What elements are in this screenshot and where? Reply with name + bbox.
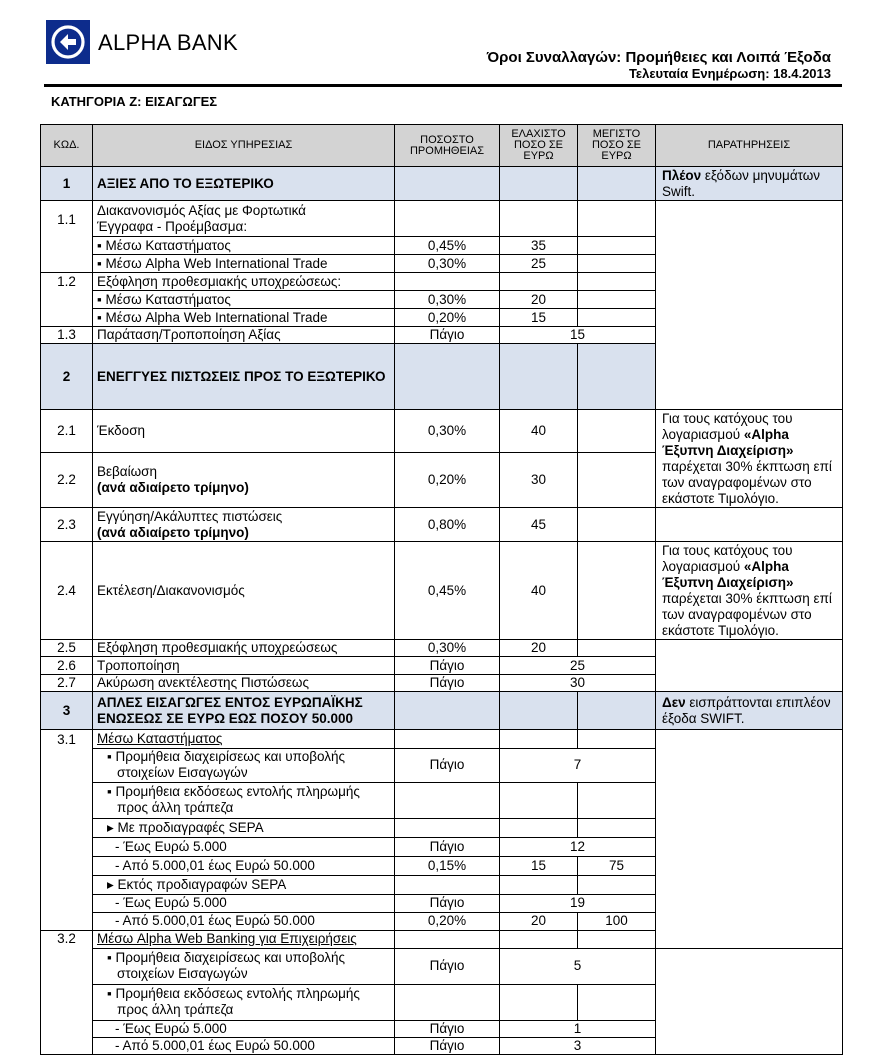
table-row: ▪ Μέσω Καταστήματος 0,45% 35 bbox=[41, 237, 843, 255]
table-row: ▪ Προμήθεια διαχειρίσεως και υποβολής στοιχείων Εισαγωγών Πάγιο 5 bbox=[41, 948, 843, 984]
table-row: - Από 5.000,01 έως Ευρώ 50.000 0,15% 15 75 bbox=[41, 856, 843, 875]
table-row: - Έως Ευρώ 5.000 Πάγιο 19 bbox=[41, 894, 843, 912]
service-label: Διακανονισμός Αξίας με Φορτωτικά Έγγραφα - Προέμβασμα: bbox=[93, 201, 395, 237]
table-row: ▪ Προμήθεια εκδόσεως εντολής πληρωμής προς άλλη τράπεζα bbox=[41, 782, 843, 818]
table-row: 2.1 Έκδοση 0,30% 40 Για τους κατόχους του λογαριασμού «Alpha Έξυπνη Διαχείριση» παρέχεται 30% έκπτωση επί των αναγραφομένων στο εκάστοτε Τιμολόγιο. bbox=[41, 410, 843, 453]
table-row: ▸ Εκτός προδιαγραφών SEPA bbox=[41, 875, 843, 894]
alpha-bank-logo bbox=[46, 20, 90, 64]
col-code: ΚΩΔ. bbox=[41, 125, 93, 167]
table-row: 1.1 Διακανονισμός Αξίας με Φορτωτικά Έγγραφα - Προέμβασμα: bbox=[41, 201, 843, 237]
table-row: 2.7 Ακύρωση ανεκτέλεστης Πιστώσεως Πάγιο 30 bbox=[41, 675, 843, 692]
notes-cell bbox=[656, 201, 843, 410]
notes-cell bbox=[656, 948, 843, 1054]
section-code: 1 bbox=[41, 167, 93, 201]
notes-cell bbox=[656, 730, 843, 949]
table-row: 2.3 Εγγύηση/Ακάλυπτες πιστώσεις (ανά αδιαίρετο τρίμηνο) 0,80% 45 bbox=[41, 508, 843, 542]
col-pct: ΠΟΣΟΣΤΟ ΠΡΟΜΗΘΕΙΑΣ bbox=[395, 125, 500, 167]
category-title: ΚΑΤΗΓΟΡΙΑ Ζ: ΕΙΣΑΓΩΓΕΣ bbox=[51, 94, 218, 109]
document-title: Όροι Συναλλαγών: Προμήθειες και Λοιπά Έξοδα bbox=[486, 49, 831, 66]
col-notes: ΠΑΡΑΤΗΡΗΣΕΙΣ bbox=[656, 125, 843, 167]
bank-name: ALPHA BANK bbox=[98, 30, 238, 55]
table-row: ▪ Μέσω Alpha Web International Trade 0,30% 25 bbox=[41, 255, 843, 273]
col-service: ΕΙΔΟΣ ΥΠΗΡΕΣΙΑΣ bbox=[93, 125, 395, 167]
section-row-1 bbox=[41, 167, 843, 201]
col-min: ΕΛΑΧΙΣΤΟ ΠΟΣΟ ΣΕ ΕΥΡΩ bbox=[500, 125, 578, 167]
section-row-3: 3 ΑΠΛΕΣ ΕΙΣΑΓΩΓΕΣ ΕΝΤΟΣ ΕΥΡΩΠΑΪΚΗΣ ΕΝΩΣΕΩΣ ΣΕ ΕΥΡΩ ΕΩΣ ΠΟΣΟΥ 50.000 Δεν εισπράττονται επιπλέον έξοδα SWIFT. bbox=[41, 692, 843, 730]
table-row: ▪ Μέσω Καταστήματος 0,30% 20 bbox=[41, 291, 843, 309]
table-row: - Έως Ευρώ 5.000 Πάγιο 1 bbox=[41, 1020, 843, 1037]
discount-note: Για τους κατόχους του λογαριασμού «Alpha Έξυπνη Διαχείριση» παρέχεται 30% έκπτωση επί των αναγραφομένων στο εκάστοτε Τιμολόγιο. bbox=[656, 542, 843, 640]
table-row: - Από 5.000,01 έως Ευρώ 50.000 Πάγιο 3 bbox=[41, 1037, 843, 1054]
table-row: 3.2 Μέσω Alpha Web Banking για Επιχειρήσεις bbox=[41, 930, 843, 948]
section-note: Δεν εισπράττονται επιπλέον έξοδα SWIFT. bbox=[656, 692, 843, 730]
discount-note: Για τους κατόχους του λογαριασμού «Alpha Έξυπνη Διαχείριση» παρέχεται 30% έκπτωση επί των αναγραφομένων στο εκάστοτε Τιμολόγιο. bbox=[656, 410, 843, 508]
table-row: - Από 5.000,01 έως Ευρώ 50.000 0,20% 20 100 bbox=[41, 912, 843, 930]
table-row: - Έως Ευρώ 5.000 Πάγιο 12 bbox=[41, 837, 843, 856]
table-row: 1.2 Εξόφληση προθεσμιακής υποχρεώσεως: bbox=[41, 273, 843, 291]
table-row: ▪ Προμήθεια εκδόσεως εντολής πληρωμής προς άλλη τράπεζα bbox=[41, 984, 843, 1020]
table-row: 3.1 Μέσω Καταστήματος bbox=[41, 730, 843, 749]
table-row: ▸ Με προδιαγραφές SEPA bbox=[41, 818, 843, 837]
table-row: 2.6 Τροποποίηση Πάγιο 25 bbox=[41, 657, 843, 675]
table-header-row bbox=[41, 125, 843, 167]
table-row: ▪ Μέσω Alpha Web International Trade 0,20% 15 bbox=[41, 309, 843, 327]
table-row: 2.5 Εξόφληση προθεσμιακής υποχρεώσεως 0,30% 20 bbox=[41, 640, 843, 657]
table-row: ▪ Προμήθεια διαχειρίσεως και υποβολής στοιχείων Εισαγωγών Πάγιο 7 bbox=[41, 748, 843, 782]
col-max: ΜΕΓΙΣΤΟ ΠΟΣΟ ΣΕ ΕΥΡΩ bbox=[578, 125, 656, 167]
alpha-logo-icon bbox=[46, 20, 90, 64]
section-row-2: 2 ΕΝΕΓΓΥΕΣ ΠΙΣΤΩΣΕΙΣ ΠΡΟΣ ΤΟ ΕΞΩΤΕΡΙΚΟ bbox=[41, 344, 843, 410]
header-divider bbox=[44, 84, 842, 87]
section-title: ΑΞΙΕΣ ΑΠΟ ΤΟ ΕΞΩΤΕΡΙΚΟ bbox=[93, 167, 395, 201]
table-row: 1.3 Παράταση/Τροποποίηση Αξίας Πάγιο 15 bbox=[41, 327, 843, 344]
fees-table bbox=[40, 124, 843, 1055]
last-updated: Τελευταία Ενημέρωση: 18.4.2013 bbox=[628, 66, 831, 81]
section-note: Πλέον εξόδων μηνυμάτων Swift. bbox=[656, 167, 843, 201]
table-row: 2.4 Εκτέλεση/Διακανονισμός 0,45% 40 Για τους κατόχους του λογαριασμού «Alpha Έξυπνη Διαχείριση» παρέχεται 30% έκπτωση επί των αναγραφομένων στο εκάστοτε Τιμολόγιο. bbox=[41, 542, 843, 640]
table-row: 2.2 Βεβαίωση (ανά αδιαίρετο τρίμηνο) 0,20% 30 bbox=[41, 453, 843, 508]
